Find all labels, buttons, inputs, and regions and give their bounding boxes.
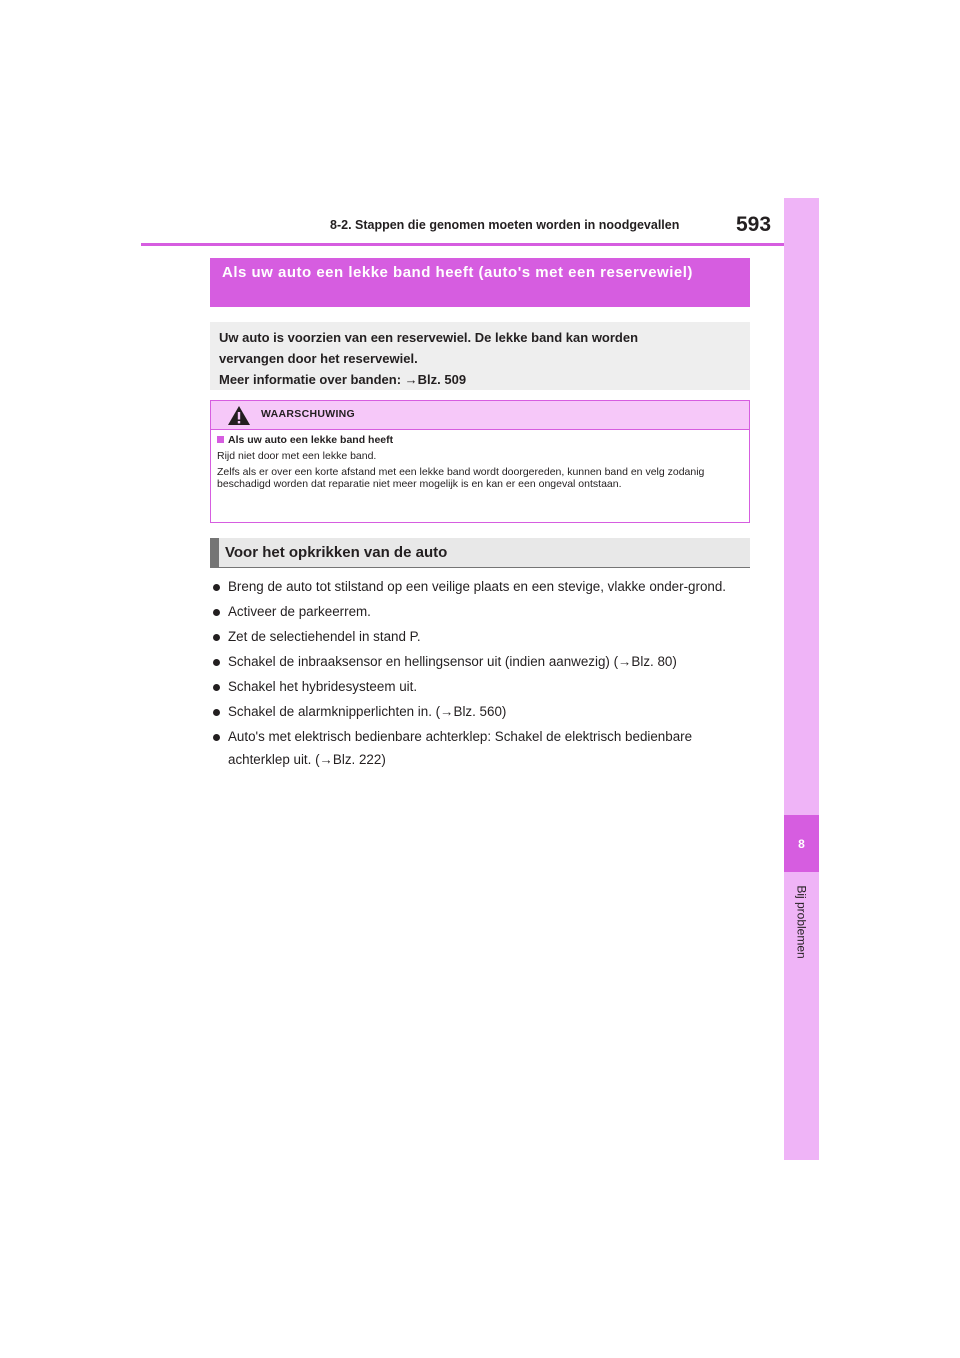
- intro-line-2: vervangen door het reservewiel.: [219, 351, 418, 366]
- bullet-list: [210, 575, 750, 773]
- warning-box: [210, 400, 750, 523]
- square-bullet-icon: [217, 436, 224, 443]
- header-section-title: 8-2. Stappen die genomen moeten worden in noodgevallen: [330, 218, 680, 232]
- chapter-side-tab: [784, 198, 819, 1160]
- list-item: [210, 675, 750, 698]
- list-item-text: Breng de auto tot stilstand op een veilige plaats en een stevige, vlakke onder-grond.: [228, 579, 727, 594]
- bullet-icon: [213, 584, 220, 591]
- page-number: 593: [736, 213, 772, 236]
- warning-subheading: [217, 434, 741, 446]
- header-divider: [141, 243, 784, 246]
- list-item-text: Schakel het hybridesysteem uit.: [228, 679, 418, 694]
- warning-header: [211, 401, 749, 430]
- warning-paragraph-1: Rijd niet door met een lekke band.: [217, 450, 377, 462]
- warning-subheading-text: Als uw auto een lekke band heeft: [228, 434, 394, 446]
- page-title: Als uw auto een lekke band heeft (auto's met een reservewiel): [210, 258, 750, 307]
- chapter-number: 8: [784, 815, 819, 872]
- list-item: [210, 600, 750, 623]
- bullet-icon: [213, 734, 220, 741]
- warning-title: WAARSCHUWING: [261, 408, 356, 420]
- bullet-icon: [213, 684, 220, 691]
- list-item: [210, 625, 750, 648]
- intro-line-1: Uw auto is voorzien van een reservewiel. De lekke band kan worden: [219, 330, 639, 345]
- warning-body: [211, 430, 749, 490]
- bullet-icon: [213, 609, 220, 616]
- section-heading: Voor het opkrikken van de auto: [210, 538, 750, 568]
- warning-paragraph-2: Zelfs als er over een korte afstand met een lekke band wordt doorgereden, kunnen band en velg zodanig beschadigd worden dat reparatie niet meer mogelijk is en kan er een ongeval ontstaan.: [217, 466, 705, 490]
- bullet-icon: [213, 709, 220, 716]
- chapter-label: Bij problemen: [794, 885, 809, 959]
- list-item: [210, 725, 750, 771]
- intro-line-3: Meer informatie over banden: →Blz. 509: [219, 372, 467, 387]
- intro-box: [210, 322, 750, 390]
- warning-triangle-icon: [227, 405, 251, 426]
- list-item-text: Schakel de alarmknipperlichten in. (→Blz. 560): [228, 704, 507, 719]
- bullet-icon: [213, 634, 220, 641]
- list-item: [210, 650, 750, 673]
- list-item-text: Zet de selectiehendel in stand P.: [228, 629, 421, 644]
- list-item-text: Activeer de parkeerrem.: [228, 604, 371, 619]
- list-item: [210, 700, 750, 723]
- list-item-text: Schakel de inbraaksensor en hellingsensor uit (indien aanwezig) (→Blz. 80): [228, 654, 677, 669]
- list-item-text: Auto's met elektrisch bedienbare achterklep: Schakel de elektrisch bedienbare achterklep uit. (→Blz. 222): [228, 729, 693, 767]
- bullet-icon: [213, 659, 220, 666]
- list-item: [210, 575, 750, 598]
